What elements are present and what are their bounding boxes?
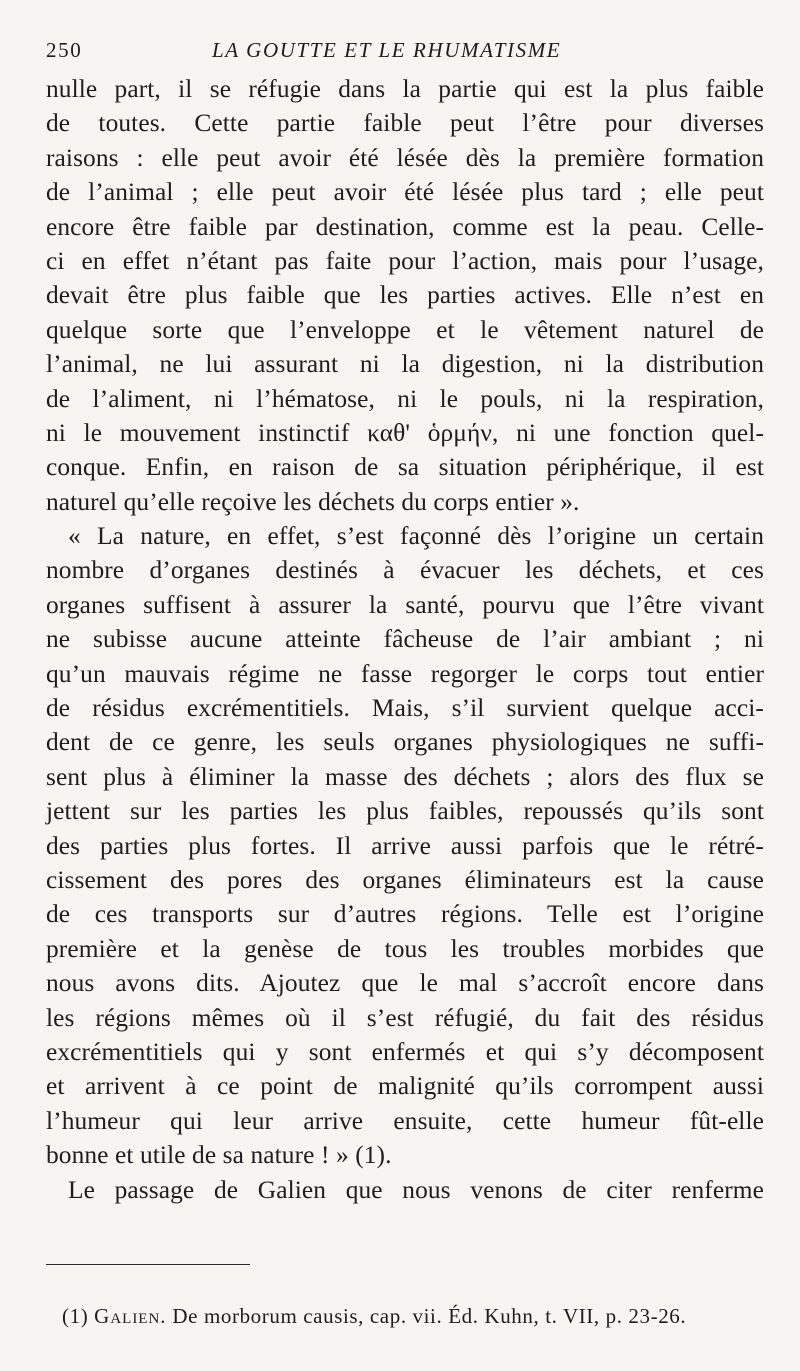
text-line: encore être faible par destination, comme est la peau. Celle- bbox=[46, 212, 764, 241]
paragraph-start-line: Le passage de Galien que nous venons de citer renferme bbox=[68, 1175, 764, 1204]
footnote-author: Galien. bbox=[94, 1304, 167, 1328]
text-line: ni le mouvement instinctif καθ' ὁρμήν, ni une fonction quel- bbox=[46, 418, 764, 447]
text-line: raisons : elle peut avoir été lésée dès la première formation bbox=[46, 143, 764, 172]
text-line: de résidus excrémentitiels. Mais, s’il survient quelque acci- bbox=[46, 694, 764, 723]
page-header bbox=[46, 38, 764, 72]
footnote-marker: (1) bbox=[62, 1304, 89, 1328]
text-line: quelque sorte que l’enveloppe et le vêtement naturel de bbox=[46, 315, 764, 344]
text-line: des parties plus fortes. Il arrive aussi parfois que le rétré- bbox=[46, 831, 764, 860]
text-line: ci en effet n’étant pas faite pour l’action, mais pour l’usage, bbox=[46, 246, 764, 275]
text-line: de ces transports sur d’autres régions. Telle est l’origine bbox=[46, 900, 764, 929]
text-line: qu’un mauvais régime ne fasse regorger le corps tout entier bbox=[46, 659, 764, 688]
text-line: nulle part, il se réfugie dans la partie qui est la plus faible bbox=[46, 75, 764, 103]
page-number: 250 bbox=[46, 38, 83, 62]
text-line: de toutes. Cette partie faible peut l’être pour diverses bbox=[46, 109, 764, 138]
body-text bbox=[46, 72, 764, 1207]
text-line: ne subisse aucune atteinte fâcheuse de l’air ambiant ; ni bbox=[46, 625, 764, 654]
footnote-separator bbox=[46, 1264, 250, 1265]
footnote-text: De morborum causis, cap. vii. Éd. Kuhn, t. VII, p. 23-26. bbox=[172, 1304, 687, 1328]
paragraph-end-line: bonne et utile de sa nature ! » (1). bbox=[46, 1141, 392, 1170]
paragraph-end-line: naturel qu’elle reçoive les déchets du corps entier ». bbox=[46, 487, 580, 516]
text-line: de l’animal ; elle peut avoir été lésée plus tard ; elle peut bbox=[46, 178, 764, 207]
text-line: excrémentitiels qui y sont enfermés et qui s’y décomposent bbox=[46, 1037, 764, 1066]
text-line: nombre d’organes destinés à évacuer les déchets, et ces bbox=[46, 556, 764, 585]
text-line: et arrivent à ce point de malignité qu’ils corrompent aussi bbox=[46, 1072, 764, 1101]
text-line: jettent sur les parties les plus faibles, repoussés qu’ils sont bbox=[46, 797, 764, 826]
text-line: conque. Enfin, en raison de sa situation périphérique, il est bbox=[46, 453, 764, 482]
text-line: première et la genèse de tous les troubles morbides que bbox=[46, 934, 764, 963]
text-line: nous avons dits. Ajoutez que le mal s’accroît encore dans bbox=[46, 969, 764, 998]
text-line: les régions mêmes où il s’est réfugié, du fait des résidus bbox=[46, 1003, 764, 1032]
text-line: sent plus à éliminer la masse des déchets ; alors des flux se bbox=[46, 762, 764, 791]
text-line: organes suffisent à assurer la santé, pourvu que l’être vivant bbox=[46, 590, 764, 619]
text-line: de l’aliment, ni l’hématose, ni le pouls, ni la respiration, bbox=[46, 384, 764, 413]
text-line: cissement des pores des organes éliminateurs est la cause bbox=[46, 865, 764, 894]
paragraph-start-line: « La nature, en effet, s’est façonné dès l’origine un certain bbox=[68, 522, 764, 551]
text-line: l’animal, ne lui assurant ni la digestion, ni la distribution bbox=[46, 350, 764, 379]
text-line: l’humeur qui leur arrive ensuite, cette humeur fût-elle bbox=[46, 1106, 764, 1135]
footnote bbox=[62, 1304, 686, 1329]
running-title: LA GOUTTE ET LE RHUMATISME bbox=[212, 38, 562, 62]
text-line: devait être plus faible que les parties actives. Elle n’est en bbox=[46, 281, 764, 310]
text-line: dent de ce genre, les seuls organes physiologiques ne suffi- bbox=[46, 728, 764, 757]
